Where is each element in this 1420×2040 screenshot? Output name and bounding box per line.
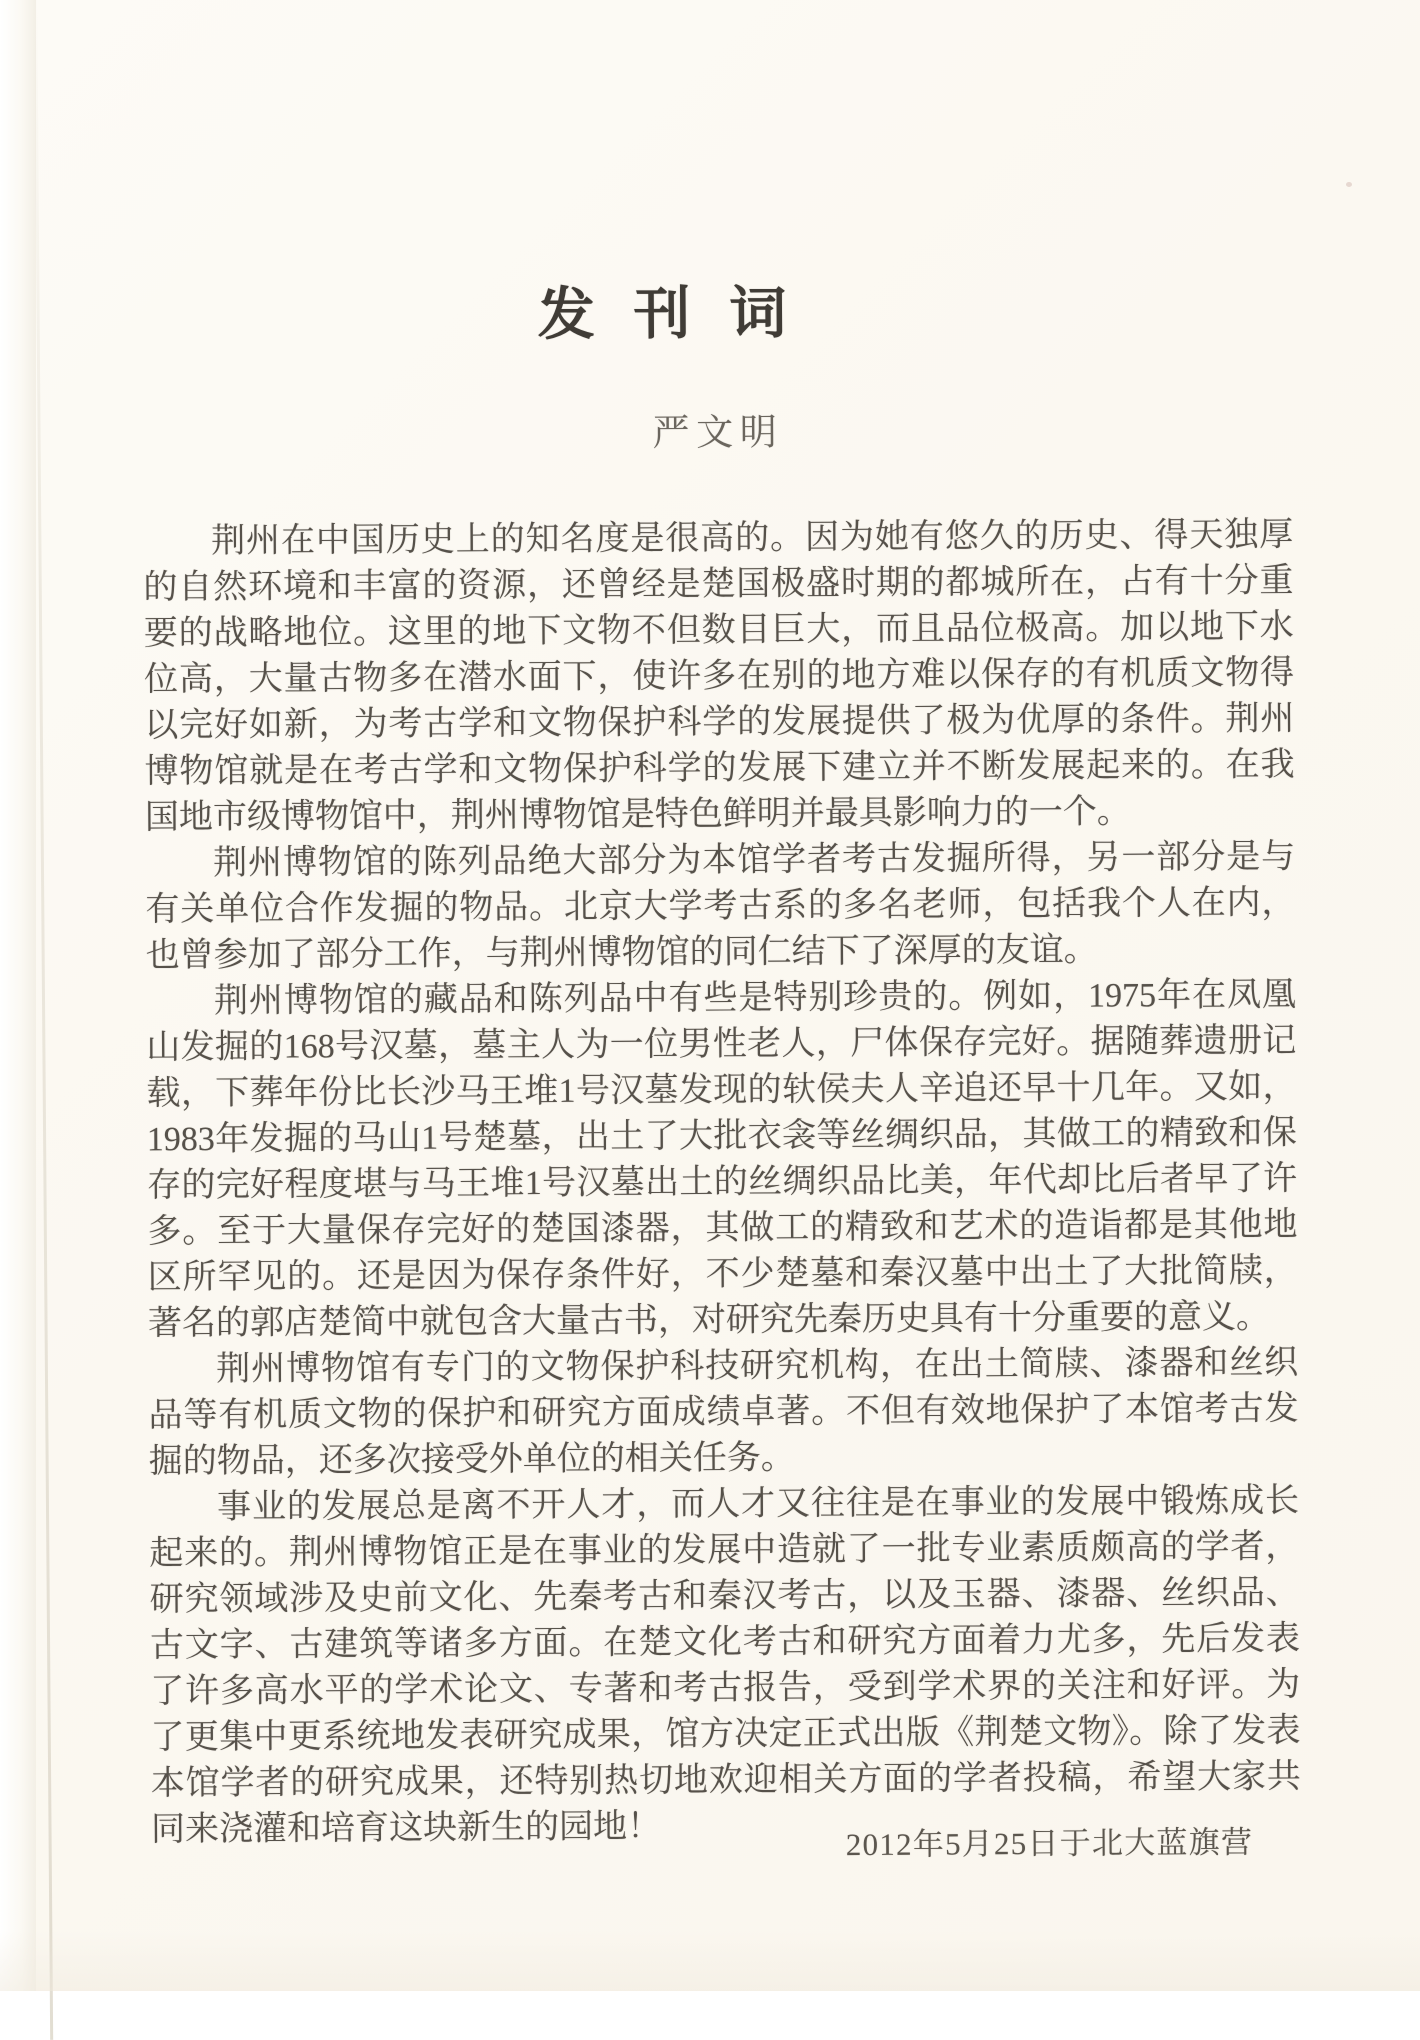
document-body	[143, 512, 1301, 1853]
paragraph: 荆州博物馆的藏品和陈列品中有些是特别珍贵的。例如，1975年在凤凰山发掘的168号汉墓，墓主人为一位男性老人，尸体保存完好。据随葬遗册记载，下葬年份比长沙马王堆1号汉墓发现的轪侯夫人辛追还早十几年。又如，1983年发掘的马山1号楚墓，出土了大批衣衾等丝绸织品，其做工的精致和保存的完好程度堪与马王堆1号汉墓出土的丝绸织品比美，年代却比后者早了许多。至于大量保存完好的楚国漆器，其做工的精致和艺术的造诣都是其他地区所罕见的。还是因为保存条件好，不少楚墓和秦汉墓中出土了大批简牍，著名的郭店楚简中就包含大量古书，对研究先秦历史具有十分重要的意义。	[146, 976, 1298, 1343]
paragraph: 事业的发展总是离不开人才，而人才又往往是在事业的发展中锻炼成长起来的。荆州博物馆正是在事业的发展中造就了一批专业素质颇高的学者，研究领域涉及史前文化、先秦考古和秦汉考古，以及玉器、漆器、丝织品、古文字、古建筑等诸多方面。在楚文化考古和研究方面着力尤多，先后发表了许多高水平的学术论文、专著和考古报告，受到学术界的关注和好评。为了更集中更系统地发表研究成果，馆方决定正式出版《荆楚文物》。除了发表本馆学者的研究成果，还特别热切地欢迎相关方面的学者投稿，希望大家共同来浇灌和培育这块新生的园地！	[149, 1482, 1301, 1849]
author-name: 严文明	[652, 412, 784, 455]
dateline: 2012年5月25日于北大蓝旗营	[845, 1824, 1254, 1863]
page-title: 发刊词	[537, 282, 826, 347]
paragraph: 荆州在中国历史上的知名度是很高的。因为她有悠久的历史、得天独厚的自然环境和丰富的资源，还曾经是楚国极盛时期的都城所在，占有十分重要的战略地位。这里的地下文物不但数目巨大，而且品位极高。加以地下水位高，大量古物多在潜水面下，使许多在别的地方难以保存的有机质文物得以完好如新，为考古学和文物保护科学的发展提供了极为优厚的条件。荆州博物馆就是在考古学和文物保护科学的发展下建立并不断发展起来的。在我国地市级博物馆中，荆州博物馆是特色鲜明并最具影响力的一个。	[143, 516, 1295, 837]
paragraph: 荆州博物馆有专门的文物保护科技研究机构，在出土简牍、漆器和丝织品等有机质文物的保护和研究方面成绩卓著。不但有效地保护了本馆考古发掘的物品，还多次接受外单位的相关任务。	[148, 1344, 1299, 1481]
paragraph: 荆州博物馆的陈列品绝大部分为本馆学者考古发掘所得，另一部分是与有关单位合作发掘的物品。北京大学考古系的多名老师，包括我个人在内，也曾参加了部分工作，与荆州博物馆的同仁结下了深厚的友谊。	[145, 838, 1296, 975]
